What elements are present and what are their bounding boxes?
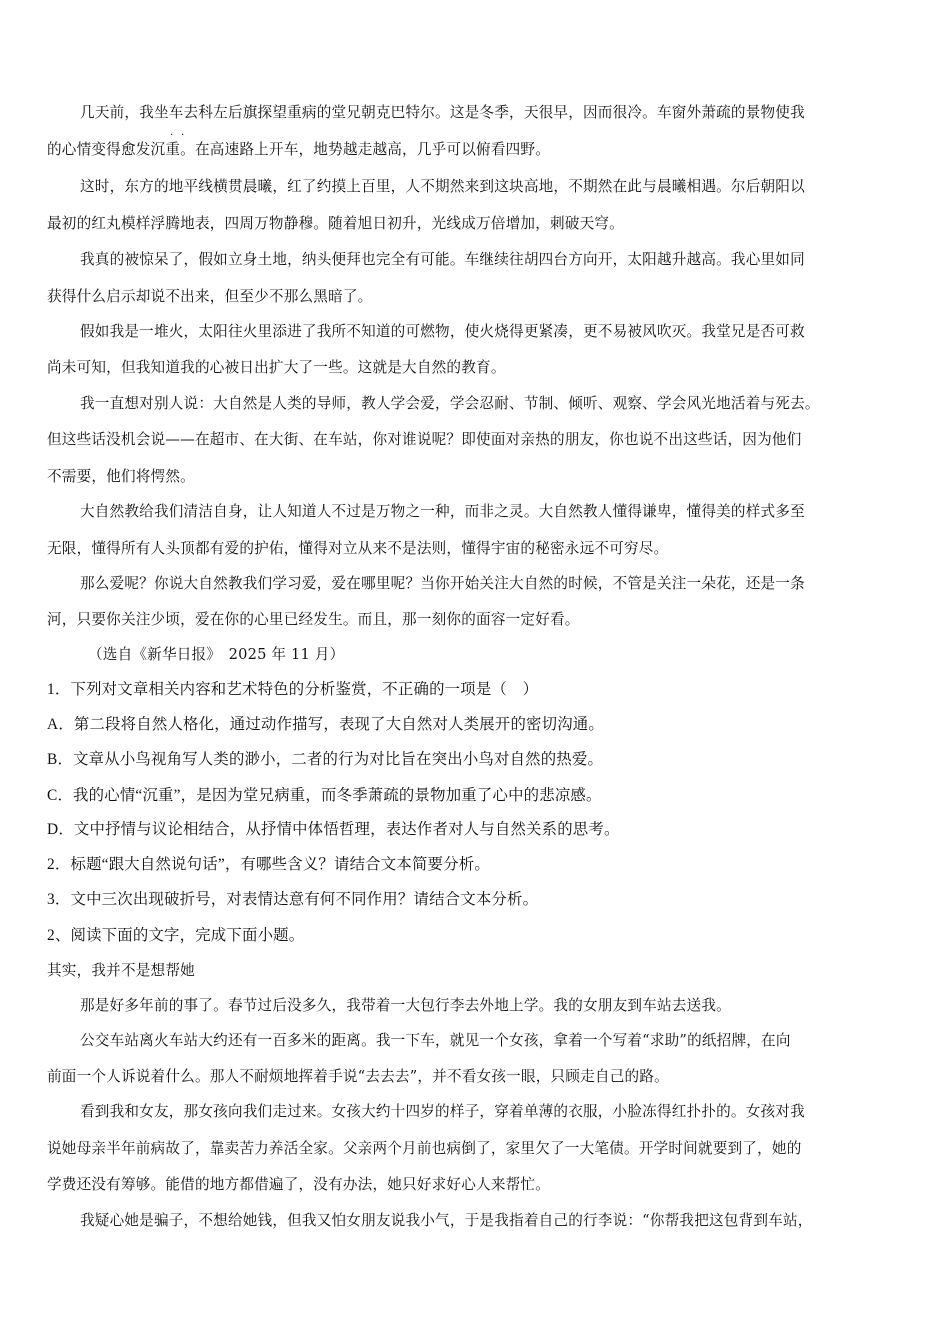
passage-line: 那是好多年前的事了。春节过后没多久，我带着一大包行李去外地上学。我的女朋友到车站去送我。: [80, 997, 731, 1014]
emphasis-marks: ··: [170, 130, 193, 141]
passage-line: 看到我和女友，那女孩向我们走过来。女孩大约十四岁的样子，穿着单薄的衣服，小脸冻得红扑扑的。女孩对我: [80, 1103, 805, 1120]
passage-line: 河，只要你关注少顷，爱在你的心里已经发生。而且，那一刻你的面容一定好看。: [47, 611, 580, 628]
option-a: A．第二段将自然人格化，通过动作描写，表现了大自然对人类展开的密切沟通。: [47, 716, 604, 733]
passage-line: 说她母亲半年前病故了，靠卖苦力养活全家。父亲两个月前也病倒了，家里欠了一大笔债。开学时间就要到了，她的: [47, 1140, 802, 1157]
passage-line: 那么爱呢？你说大自然教我们学习爱，爱在哪里呢？当你开始关注大自然的时候，不管是关注一朵花，还是一条: [80, 575, 805, 592]
passage-line: 我真的被惊呆了，假如立身土地，纳头便拜也完全有可能。车继续往胡四台方向开，太阳越升越高。我心里如同: [80, 251, 805, 268]
passage-line: 学费还没有筹够。能借的地方都借遍了，没有办法，她只好求好心人来帮忙。: [47, 1176, 550, 1193]
passage-line: 公交车站离火车站大约还有一百多米的距离。我一下车，就见一个女孩，拿着一个写着“求助”的纸招牌，在向: [80, 1032, 791, 1049]
question-2: 2．标题“跟大自然说句话”，有哪些含义？请结合文本简要分析。: [47, 856, 490, 873]
option-d: D．文中抒情与议论相结合，从抒情中体悟哲理，表达作者对人与自然关系的思考。: [47, 821, 620, 838]
source-citation: （选自《新华日报》 2025 年 11 月）: [88, 646, 345, 663]
section-2-title: 其实，我并不是想帮她: [47, 962, 195, 979]
passage-line: 的心情变得愈发沉重。在高速路上开车，地势越走越高，几乎可以俯看四野。: [47, 141, 550, 158]
passage-line: 获得什么启示却说不出来，但至少不那么黑暗了。: [47, 288, 373, 305]
passage-line: 我一直想对别人说：大自然是人类的导师，教人学会爱，学会忍耐、节制、倾听、观察、学会风光地活着与死去。: [80, 395, 820, 412]
passage-line: 前面一个人诉说着什么。那人不耐烦地挥着手说“去去去”，并不看女孩一眼，只顾走自己的路。: [47, 1068, 669, 1085]
question-3: 3．文中三次出现破折号，对表情达意有何不同作用？请结合文本分析。: [47, 891, 539, 908]
passage-line: 几天前，我坐车去科左后旗探望重病的堂兄朝克巴特尔。这是冬季，天很早，因而很冷。车窗外萧疏的景物使我: [80, 104, 805, 121]
passage-line: 大自然教给我们清洁自身，让人知道人不过是万物之一种，而非之灵。大自然教人懂得谦卑，懂得美的样式多至: [80, 503, 805, 520]
passage-line: 我疑心她是骗子，不想给她钱，但我又怕女朋友说我小气，于是我指着自己的行李说：“你帮我把这包背到车站，: [80, 1212, 813, 1229]
section-2-heading: 2、阅读下面的文字，完成下面小题。: [47, 927, 305, 944]
passage-line: 不需要，他们将愕然。: [47, 468, 195, 485]
question-1: 1．下列对文章相关内容和艺术特色的分析鉴赏，不正确的一项是（ ）: [47, 681, 539, 698]
passage-line: 无限，懂得所有人头顶都有爱的护佑，懂得对立从来不是法则，懂得宇宙的秘密永远不可穷尽。: [47, 540, 669, 557]
passage-line: 这时，东方的地平线横贯晨曦，红了约摸上百里，人不期然来到这块高地，不期然在此与晨曦相遇。尔后朝阳以: [80, 178, 805, 195]
passage-line: 尚未可知，但我知道我的心被日出扩大了一些。这就是大自然的教育。: [47, 359, 506, 376]
passage-line: 最初的红丸模样浮腾地表，四周万物静穆。随着旭日初升，光线成万倍增加，刺破天穹。: [47, 215, 624, 232]
passage-line: 假如我是一堆火，太阳往火里添进了我所不知道的可燃物，使火烧得更紧凑，更不易被风吹灭。我堂兄是否可救: [80, 323, 805, 340]
option-b: B．文章从小鸟视角写人类的渺小，二者的行为对比旨在突出小鸟对自然的热爱。: [47, 751, 604, 768]
passage-line: 但这些话没机会说——在超市、在大街、在车站，你对谁说呢？即使面对亲热的朋友，你也说不出这些话，因为他们: [47, 431, 802, 448]
option-c: C．我的心情“沉重”，是因为堂兄病重，而冬季萧疏的景物加重了心中的悲凉感。: [47, 787, 602, 804]
